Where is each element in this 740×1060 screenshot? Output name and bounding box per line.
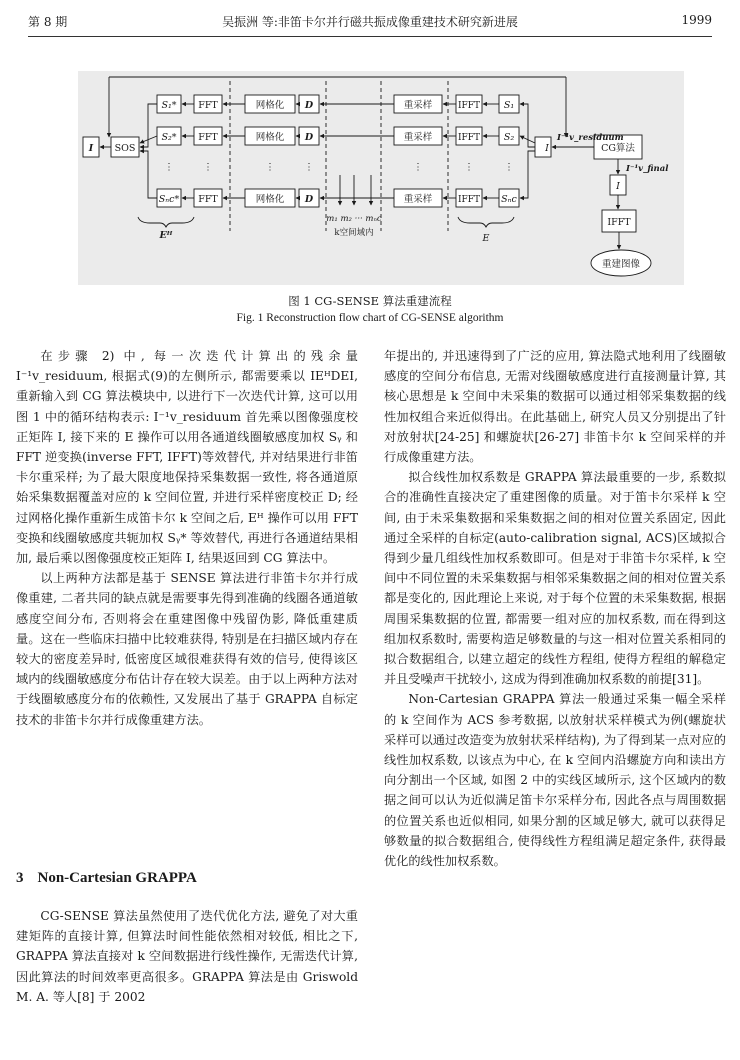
fft-label-2: FFT bbox=[198, 132, 218, 143]
right-paragraph-3: Non-Cartesian GRAPPA 算法一般通过采集一幅全采样的 k 空间作为 ACS 参考数据, 以放射状采样模式为例(螺旋状采样可以通过改造变为放射状采样结构), 为了得到某一点对应的线性加权系数, 以该点为中心, 在 k 空间内沿螺旋方向和读出方向分割出一个区域, 如图 2 中的实线区域所示, 这个区域内的数据之间可以认为近似满足笛卡尔采样分布, 因此各点与周围数据的位置关系也近似相同, 如果分割的区域足够大, 就可以获得足够数量的拟合数据组合, 使得线性方程组满足超定条件, 获得最优化的线性加权系数。 bbox=[384, 692, 726, 869]
right-paragraph-2: 拟合线性加权系数是 GRAPPA 算法最重要的一步, 系数拟合的准确性直接决定了重建图像的质量。对于笛卡尔采样 k 空间, 由于未采集数据和采集数据之间的相对位置关系固定, 因此通过全采样的自标定(auto-calibration signal, ACS)区域拟合得到少量几组线性加权系数即可。但是对于非笛卡尔采样, k 空间中不同位置的未采集数据与相邻采集数据之间的相对位置关系都是变化的, 因此理论上来说, 对于每个位置的未采集数据, 根据周围采集数据的位置, 都需要一组对应的加权系数, 而在得到这组加权系数时, 需要构造足够数量的与这一相对位置关系相同的拟合数据组合, 以建立超定的线性方程组, 使得方程组的解稳定并且受噪声干扰较小, 这成为得到准确加权系数的前提[31]。 bbox=[384, 470, 726, 687]
snc-label: Sₙc bbox=[501, 194, 517, 205]
ifft-label-1: IFFT bbox=[457, 101, 481, 111]
residuum-label: I⁻¹v_residuum bbox=[557, 133, 624, 143]
cg-label: CG算法 bbox=[601, 143, 635, 154]
issue-number: 第 8 期 bbox=[28, 15, 68, 29]
recon-image-label: 重建图像 bbox=[601, 259, 641, 270]
resample-label-1: 重采样 bbox=[403, 100, 433, 111]
running-title: 吴振洲 等:非笛卡尔并行磁共振成像重建技术研究新进展 bbox=[222, 15, 518, 29]
s2-conj-label: S₂* bbox=[161, 132, 177, 143]
figure-caption-en: Fig. 1 Reconstruction flow chart of CG-SENSE algorithm bbox=[236, 312, 504, 324]
s1-conj-label: S₁* bbox=[161, 100, 177, 111]
ellipsis: ⋮ bbox=[413, 162, 423, 173]
ellipsis: ⋮ bbox=[265, 162, 275, 173]
figure-caption-cn: 图 1 CG-SENSE 算法重建流程 bbox=[288, 294, 452, 308]
grid-label-2: 网格化 bbox=[255, 132, 285, 143]
s1-label: S₁ bbox=[503, 100, 515, 111]
ellipsis: ⋮ bbox=[464, 162, 474, 173]
i-right-label: I bbox=[545, 143, 549, 154]
fft-label-1: FFT bbox=[198, 100, 218, 111]
section-heading bbox=[16, 870, 197, 887]
d-label-2: D bbox=[304, 132, 314, 143]
e-label: E bbox=[482, 233, 490, 244]
section-title: Non-Cartesian GRAPPA bbox=[37, 870, 197, 886]
right-paragraph-1: 年提出的, 并迅速得到了广泛的应用, 算法隐式地利用了线圈敏感度的空间分布信息, 无需对线圈敏感度进行直接测量计算, 其核心思想是 k 空间中未采集的数据可以通过相邻采集数据的线性加权组合来近似得出。在此基础上, 研究人员又分别提出了针对放射状[24-25] 和螺旋状[26-27] 非笛卡尔 k 空间采样的并行成像重建方法。 bbox=[384, 349, 726, 465]
ifft-label-2: IFFT bbox=[457, 133, 481, 143]
left-column-continued bbox=[16, 906, 358, 1007]
snc-conj-label: Sₙc* bbox=[158, 194, 180, 205]
ifft-final-label: IFFT bbox=[607, 217, 631, 228]
section-number: 3 bbox=[16, 870, 24, 886]
resample-label-2: 重采样 bbox=[403, 132, 433, 143]
d-label-1: D bbox=[304, 100, 314, 111]
left-column bbox=[16, 346, 358, 730]
right-column bbox=[384, 346, 726, 871]
s2-label: S₂ bbox=[503, 132, 515, 143]
fft-label-n: FFT bbox=[198, 194, 218, 205]
i-final-label: I bbox=[616, 181, 620, 192]
running-header bbox=[28, 13, 712, 35]
ellipsis: ⋮ bbox=[304, 162, 314, 173]
page-number: 1999 bbox=[681, 13, 712, 27]
ifft-label-n: IFFT bbox=[457, 195, 481, 205]
ellipsis: ⋮ bbox=[504, 162, 514, 173]
left-paragraph-1: 在步骤 2) 中, 每一次迭代计算出的残余量 I⁻¹v_residuum, 根据式(9)的左侧所示, 都需要乘以 IEᴴDEI, 重新输入到 CG 算法模块中, 以进行下一次迭代计算, 这可以用图 1 中的循环结构表示: I⁻¹v_residuum 首先乘以图像强度校正矩阵 I, 接下来的 E 操作可以用各通道线圈敏感度加权 Sᵧ 和 FFT 逆变换(inverse FFT, IFFT)等效替代, 并对结果进行非笛卡尔重采样; 为了最大限度地保持采集数据一致性, 将各通道原始采集数据覆盖对应的 k 空间位置, 并进行采样密度校正 D; 经过网格化操作重新生成笛卡尔 k 空间之后, Eᴴ 操作可以用 FFT 变换和线圈敏感度共轭加权 Sᵧ* 等效替代, 再进行各通道结果相加, 最后乘以图像强度校正矩阵 I, 结果返回到 CG 算法中。 bbox=[16, 349, 358, 566]
ellipsis: ⋮ bbox=[203, 162, 213, 173]
left-paragraph-3: CG-SENSE 算法虽然使用了迭代优化方法, 避免了对大重建矩阵的直接计算, 但算法时间性能依然相对较低, 相比之下, GRAPPA 算法直接对 k 空间数据进行线性操作, 无需迭代计算, 因此算法的时间效率更高很多。GRAPPA 算法是由 Griswold M. A. 等人[8] 于 2002 bbox=[16, 909, 358, 1004]
final-label: I⁻¹v_final bbox=[626, 164, 669, 174]
i-box-label: I bbox=[88, 143, 94, 154]
header-rule bbox=[28, 36, 712, 37]
grid-label-1: 网格化 bbox=[255, 100, 285, 111]
figure-cg-sense-flowchart bbox=[78, 71, 684, 285]
kspace-label: k空间域内 bbox=[334, 228, 374, 238]
left-paragraph-2: 以上两种方法都是基于 SENSE 算法进行非笛卡尔并行成像重建, 二者共同的缺点就是需要事先得到准确的线圈各通道敏感度空间分布, 否则将会在重建图像中残留伪影, 降低重建质量。这在一些临床扫描中比较难获得, 特别是在扫描区域内存在较大的密度差异时, 低密度区域很难获得有效的信号, 使得该区域内的线圈敏感度分布估计存在较大误差。由于以上两种方法对于线圈敏感度分布的依赖性, 又发展出了基于 GRAPPA 自标定技术的非笛卡尔并行成像重建方法。 bbox=[16, 571, 358, 727]
grid-label-n: 网格化 bbox=[255, 194, 285, 205]
resample-label-n: 重采样 bbox=[403, 194, 433, 205]
sos-label: SOS bbox=[114, 143, 136, 154]
m-labels: m₁ m₂ ··· mₙc bbox=[326, 214, 382, 224]
eh-label: Eᴴ bbox=[159, 230, 173, 241]
d-label-n: D bbox=[304, 194, 314, 205]
ellipsis: ⋮ bbox=[164, 162, 174, 173]
